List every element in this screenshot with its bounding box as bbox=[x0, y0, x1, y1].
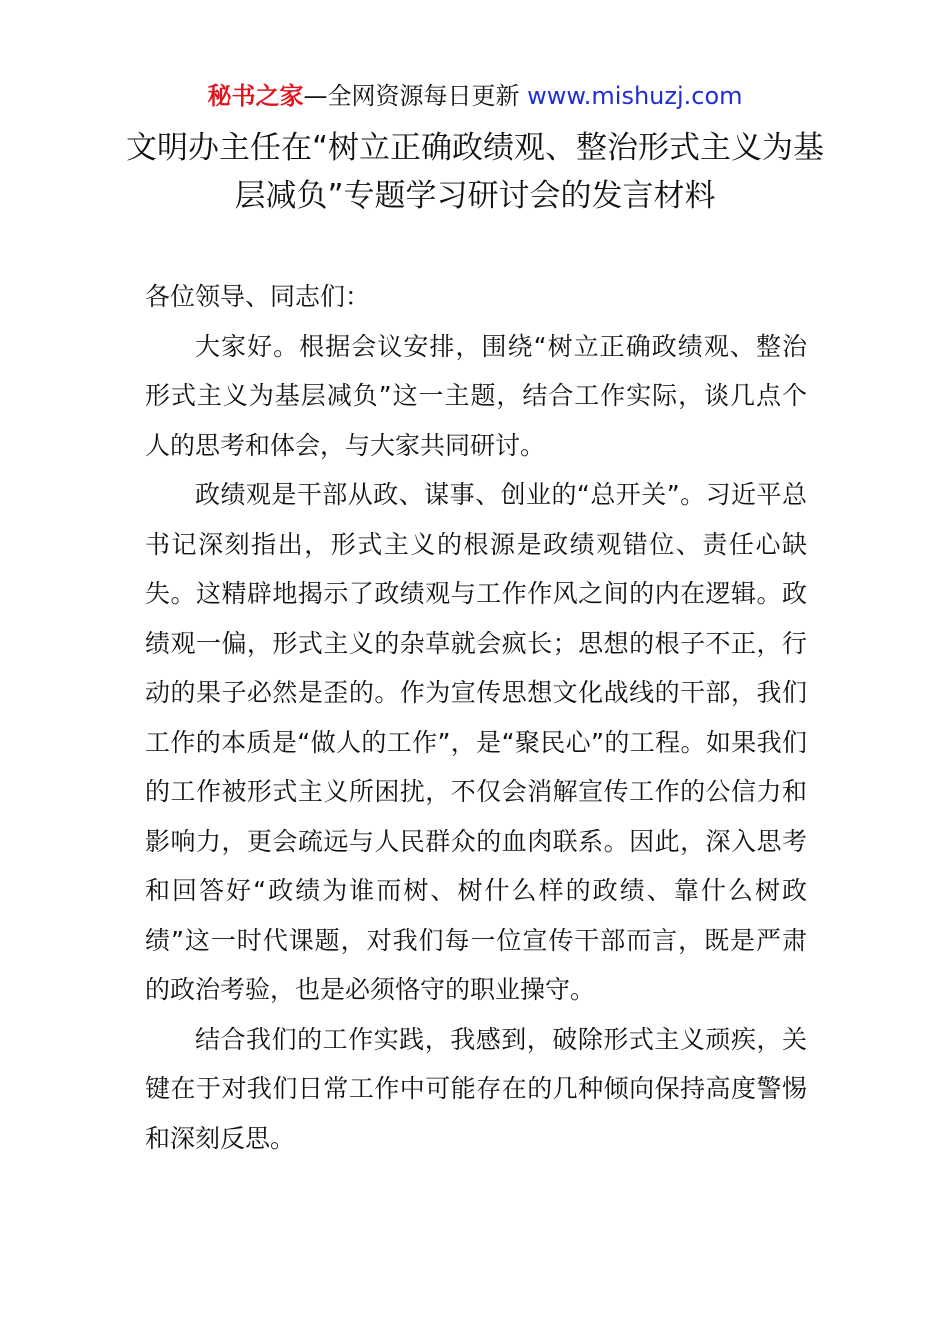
paragraph-1: 大家好。根据会议安排，围绕“树立正确政绩观、整治形式主义为基层减负”这一主题，结合工作实际，谈几点个人的思考和体会，与大家共同研讨。 bbox=[145, 331, 807, 460]
header-tagline: —全网资源每日更新 bbox=[303, 82, 528, 110]
document-title: 文明办主任在“树立正确政绩观、整治形式主义为基层减负”专题学习研讨会的发言材料 bbox=[125, 130, 825, 214]
salutation: 各位领导、同志们： bbox=[145, 282, 371, 311]
paragraph-2: 政绩观是干部从政、谋事、创业的“总开关”。习近平总书记深刻指出，形式主义的根源是政绩观错位、责任心缺失。这精辟地揭示了政绩观与工作作风之间的内在逻辑。政绩观一偏，形式主义的杂草就会疯长；思想的根子不正，行动的果子必然是歪的。作为宣传思想文化战线的干部，我们工作的本质是“做人的工作”，是“聚民心”的工程。如果我们的工作被形式主义所困扰，不仅会消解宣传工作的公信力和影响力，更会疏远与人民群众的血肉联系。因此，深入思考和回答好“政绩为谁而树、树什么样的政绩、靠什么树政绩”这一时代课题，对我们每一位宣传干部而言，既是严肃的政治考验，也是必须恪守的职业操守。 bbox=[145, 480, 807, 1004]
brand-name: 秘书之家 bbox=[207, 82, 304, 110]
site-url-link[interactable]: www.mishuzj.com bbox=[527, 82, 743, 110]
document-body bbox=[145, 272, 807, 1163]
site-header bbox=[0, 80, 950, 112]
paragraph-3: 结合我们的工作实践，我感到，破除形式主义顽疾，关键在于对我们日常工作中可能存在的几种倾向保持高度警惕和深刻反思。 bbox=[145, 1024, 807, 1153]
